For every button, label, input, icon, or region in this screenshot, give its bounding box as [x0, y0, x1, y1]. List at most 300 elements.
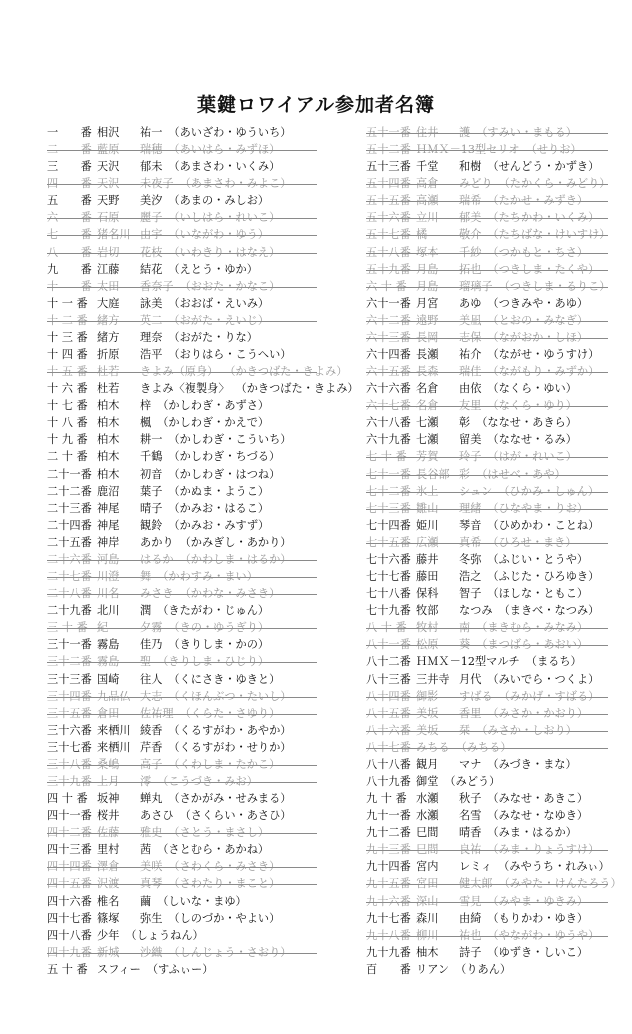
name-reading: （みかげ・すばる）	[498, 689, 600, 703]
name-reading: （さかがみ・せみまる）	[168, 792, 292, 806]
name-reading: （たちかわ・いくみ）	[487, 211, 600, 225]
name-reading: （すふぃー）	[146, 962, 214, 976]
family-name: 塚本	[416, 245, 439, 259]
name-reading: （ながせ・ゆうすけ）	[487, 348, 600, 362]
family-name: 大庭	[97, 296, 120, 310]
entry-number: 二十三番	[47, 501, 92, 515]
name-reading: （まきむら・みなみ）	[476, 621, 589, 635]
name-reading: （あまの・みしお）	[168, 194, 270, 208]
roster-entry	[366, 858, 628, 875]
name-reading: （きりしま・ひじり）	[157, 655, 270, 669]
name-reading: （まきべ・なつみ）	[498, 604, 600, 618]
given-name: 葉子	[140, 484, 163, 498]
family-name: 巳間	[416, 843, 439, 857]
family-name: 長岡	[416, 330, 439, 344]
given-name: 由綺	[459, 911, 482, 925]
roster-entry	[366, 295, 628, 312]
name-reading: （つきしま・るりこ）	[498, 279, 611, 293]
family-name: 来栖川	[97, 723, 131, 737]
roster-entry-eliminated	[47, 875, 337, 892]
given-name: 瑞佳	[459, 365, 482, 379]
name-reading: （ながもり・みずか）	[487, 365, 600, 379]
given-name: 美汐	[140, 194, 163, 208]
entry-number: 八十四番	[366, 689, 411, 703]
name-reading: （みなせ・なゆき）	[487, 809, 589, 823]
name-reading: （みづき・まな）	[487, 757, 577, 771]
roster-entry	[366, 807, 628, 824]
roster-entry-eliminated	[47, 363, 348, 380]
name-reading: （いながわ・ゆう）	[168, 228, 270, 242]
name-reading: （さとむら・あかね）	[157, 843, 270, 857]
entry-number: 六 十 番	[366, 279, 407, 293]
family-name: 月島	[416, 262, 439, 276]
entry-number: 二 番	[47, 143, 92, 157]
entry-number: 三十一番	[47, 638, 92, 652]
roster-entry	[366, 431, 628, 448]
name-reading: （みやうち・れみぃ）	[498, 860, 610, 874]
given-name: 結花	[140, 262, 163, 276]
name-reading: （しょうねん）	[125, 928, 204, 942]
family-name: 佐藤	[97, 826, 120, 840]
entry-number: 五 番	[47, 194, 92, 208]
entry-number: 九 十 番	[366, 792, 407, 806]
roster-entry	[366, 756, 628, 773]
given-name: 由依	[459, 382, 482, 396]
entry-number: 五十七番	[366, 228, 411, 242]
family-name: 少年	[97, 928, 120, 942]
name-reading: （しいな・まゆ）	[157, 894, 247, 908]
family-name: 桑嶋	[97, 757, 120, 771]
entry-number: 四十五番	[47, 877, 92, 891]
given-name: 美咲	[140, 860, 163, 874]
name-reading: （くほんぶつ・たいし）	[168, 689, 292, 703]
entry-number: 二 十 番	[47, 450, 88, 464]
given-name: みどり	[459, 177, 493, 191]
entry-number: 八十三番	[366, 672, 411, 686]
family-name: 水瀬	[416, 792, 439, 806]
name-reading: （かみお・みすず）	[168, 518, 270, 532]
given-name: 夕霧	[140, 621, 163, 635]
entry-number: 四十一番	[47, 809, 92, 823]
roster-entry	[47, 927, 337, 944]
roster-entry-eliminated	[47, 944, 337, 961]
family-name: 緒方	[97, 313, 120, 327]
roster-entry	[47, 807, 337, 824]
family-name: 神尾	[97, 501, 120, 515]
name-reading: （みいでら・つくよ）	[487, 672, 600, 686]
given-name: 佳乃	[140, 638, 163, 652]
name-reading: （しのづか・やよい）	[168, 911, 281, 925]
given-name: 花枝	[140, 245, 163, 259]
given-name: 真希	[459, 535, 482, 549]
given-name: 浩之	[459, 570, 482, 584]
given-name: 護	[459, 126, 471, 139]
roster-entry	[47, 893, 337, 910]
name-reading: （おおば・えいみ）	[168, 296, 270, 310]
entry-number: 九十三番	[366, 843, 411, 857]
roster-entry-eliminated	[366, 278, 628, 295]
entry-number: 十 五 番	[47, 365, 88, 379]
roster-entry-eliminated	[366, 124, 628, 141]
family-name: 長瀬	[416, 348, 439, 362]
roster-entry-eliminated	[47, 209, 337, 226]
name-reading: （とおの・みなぎ）	[487, 313, 589, 327]
given-name: あかり	[140, 535, 174, 549]
given-name: あゆ	[459, 296, 482, 310]
given-name: 茜	[140, 843, 152, 857]
name-reading: （やながわ・ゆうや）	[487, 928, 600, 942]
entry-number: 五 十 番	[47, 962, 88, 976]
name-reading: （ふじた・ひろゆき）	[487, 570, 600, 584]
name-reading: （くにさき・ゆきと）	[168, 672, 281, 686]
given-name: 祐一	[140, 126, 163, 139]
roster-entry-eliminated	[366, 397, 628, 414]
family-name: 牧部	[416, 604, 439, 618]
family-name: 深山	[416, 894, 439, 908]
roster-entry-eliminated	[47, 585, 337, 602]
roster-entry-eliminated	[366, 466, 628, 483]
given-name: 郁美	[459, 211, 482, 225]
family-name: 杜若	[97, 365, 120, 379]
roster-entry	[47, 448, 337, 465]
given-name: 観鈴	[140, 518, 163, 532]
name-reading: （ふじい・とうや）	[487, 552, 589, 566]
roster-entry	[47, 414, 337, 431]
family-name: 折原	[97, 348, 120, 362]
given-name: 智子	[459, 587, 482, 601]
family-name: 名倉	[416, 382, 439, 396]
roster-entry-eliminated	[366, 739, 628, 756]
entry-number: 百 番	[366, 962, 411, 976]
entry-number: 五十六番	[366, 211, 411, 225]
family-name: 七瀬	[416, 416, 439, 430]
entry-number: 十 番	[47, 279, 92, 293]
family-name: 霧島	[97, 638, 120, 652]
entry-number: 八十五番	[366, 706, 411, 720]
name-reading: （くるすがわ・せりか）	[168, 740, 292, 754]
name-reading: （かしわぎ・あずさ）	[157, 399, 270, 413]
roster-entry-eliminated	[366, 209, 628, 226]
given-name: 詩子	[459, 945, 482, 959]
name-reading: （いわきり・はなえ）	[168, 245, 281, 259]
family-name: 巳間	[416, 826, 439, 840]
roster-entry-eliminated	[47, 312, 337, 329]
name-reading: （さとう・まさし）	[168, 826, 270, 840]
given-name: 瑠璃子	[459, 279, 493, 293]
entry-number: 十 六 番	[47, 382, 88, 396]
name-reading: （まつばら・あおい）	[476, 638, 589, 652]
family-name: 倉田	[97, 706, 120, 720]
family-name: 石原	[97, 211, 120, 225]
entry-number: 六十八番	[366, 416, 411, 430]
entry-number: 四十八番	[47, 928, 92, 942]
name-reading: （みま・りょうすけ）	[487, 843, 600, 857]
given-name: レミィ	[459, 860, 493, 874]
name-reading: （おおた・かなこ）	[179, 279, 281, 293]
given-name: 千鶴	[140, 450, 163, 464]
roster-entry-eliminated	[366, 141, 628, 158]
name-reading: （きの・ゆうぎり）	[168, 621, 270, 635]
name-reading: （みちる）	[455, 740, 512, 754]
entry-number: 八 番	[47, 245, 92, 259]
roster-column-left	[47, 124, 359, 978]
roster-entry	[47, 841, 337, 858]
roster-entry-eliminated	[366, 329, 628, 346]
given-name: 梓	[140, 399, 152, 413]
entry-number: 七十三番	[366, 501, 411, 515]
name-reading: （かしわぎ・はつね）	[168, 467, 281, 481]
roster-entry-eliminated	[366, 175, 628, 192]
entry-number: 二十九番	[47, 604, 92, 618]
roster-entry-eliminated	[366, 875, 628, 892]
family-name: 姫川	[416, 518, 439, 532]
entry-number: 一 番	[47, 126, 92, 139]
given-name: 由宇	[140, 228, 163, 242]
family-name: 新城	[97, 945, 120, 959]
family-name: 岩切	[97, 245, 120, 259]
entry-number: 八十九番	[366, 774, 411, 788]
roster-entry	[47, 500, 337, 517]
given-name: 瑞穂	[140, 143, 163, 157]
family-name: 藤井	[416, 552, 439, 566]
family-name: 里村	[97, 843, 120, 857]
family-name: 名倉	[416, 399, 439, 413]
given-name: 友里	[459, 399, 482, 413]
given-name: 初音	[140, 467, 163, 481]
roster-entry	[47, 397, 337, 414]
roster-entry	[47, 722, 337, 739]
given-name: シュン	[459, 484, 493, 498]
family-name: 緒方	[97, 330, 120, 344]
given-name: 蝉丸	[140, 792, 163, 806]
name-reading: （ひなやま・りお）	[487, 501, 589, 515]
name-reading: （さわたり・まこと）	[168, 877, 281, 891]
family-name: 北川	[97, 604, 120, 618]
entry-number: 三 十 番	[47, 621, 88, 635]
family-name: 長森	[416, 365, 439, 379]
given-name: 良祐	[459, 843, 482, 857]
family-name: 宮内	[416, 860, 439, 874]
roster-entry	[47, 124, 337, 141]
family-name: 紀	[97, 621, 109, 635]
name-reading: （かわな・みさき）	[179, 587, 281, 601]
name-reading: （つきみや・あゆ）	[487, 296, 589, 310]
family-name: みちる	[416, 740, 450, 754]
given-name: 佐祐理	[140, 706, 174, 720]
roster-entry-eliminated	[47, 773, 337, 790]
roster-entry-eliminated	[47, 705, 337, 722]
name-reading: （きたがわ・じゅん）	[157, 604, 270, 618]
roster-entry	[47, 483, 337, 500]
given-name: 弥生	[140, 911, 163, 925]
entry-number: 六十五番	[366, 365, 411, 379]
family-name: 柏木	[97, 450, 120, 464]
roster-entry	[366, 910, 628, 927]
given-name: 詠美	[140, 296, 163, 310]
name-reading: （せりお）	[525, 143, 582, 157]
family-name: 柏木	[97, 433, 120, 447]
roster-entry-eliminated	[366, 927, 628, 944]
entry-number: 七十六番	[366, 552, 411, 566]
roster-entry-eliminated	[366, 841, 628, 858]
name-reading: （かわすみ・まい）	[157, 570, 258, 584]
family-name: 椎名	[97, 894, 120, 908]
given-name: きよみ（原身）	[140, 365, 219, 379]
name-reading: （こうづき・みお）	[157, 774, 258, 788]
name-reading: （かしわぎ・ちづる）	[168, 450, 281, 464]
roster-entry	[47, 671, 337, 688]
roster-entry	[47, 910, 337, 927]
roster-entry	[366, 414, 628, 431]
entry-number: 三十六番	[47, 723, 92, 737]
family-name: 月宮	[416, 296, 439, 310]
entry-number: 九十四番	[366, 860, 411, 874]
entry-number: 六十六番	[366, 382, 411, 396]
roster-entry-eliminated	[366, 500, 628, 517]
given-name: 晴子	[140, 501, 163, 515]
name-reading: （さくらい・あさひ）	[179, 809, 292, 823]
name-reading: （きりしま・かの）	[168, 638, 270, 652]
family-name: 雛山	[416, 501, 439, 515]
entry-number: 七十七番	[366, 570, 411, 584]
name-reading: （もりかわ・ゆき）	[487, 911, 589, 925]
roster-entry-eliminated	[366, 619, 628, 636]
entry-number: 二十四番	[47, 518, 92, 532]
roster-entry	[366, 671, 628, 688]
roster-entry	[366, 568, 628, 585]
given-name: 葵	[459, 638, 471, 652]
roster-entry-eliminated	[366, 363, 628, 380]
entry-number: 四十七番	[47, 911, 92, 925]
given-name: 理緒	[459, 501, 482, 515]
given-name: 雪見	[459, 894, 482, 908]
name-reading: （あまさわ・みよこ）	[179, 177, 292, 191]
family-name: ＨＭＸ－13型セリオ	[416, 143, 520, 157]
roster-entry	[366, 585, 628, 602]
family-name: 遠野	[416, 313, 439, 327]
roster-entry	[47, 466, 337, 483]
name-reading: （みさか・しおり）	[476, 723, 577, 737]
name-reading: （くわしま・たかこ）	[168, 757, 281, 771]
entry-number: 八 十 番	[366, 621, 407, 635]
roster-entry-eliminated	[366, 261, 628, 278]
roster-entry	[47, 192, 337, 209]
family-name: 来栖川	[97, 740, 131, 754]
family-name: 柏木	[97, 416, 120, 430]
given-name: 南	[459, 621, 471, 635]
entry-number: 七 番	[47, 228, 92, 242]
family-name: 天沢	[97, 177, 120, 191]
entry-number: 四十三番	[47, 843, 92, 857]
family-name: 柳川	[416, 928, 439, 942]
name-reading: （ひかみ・しゅん）	[498, 484, 600, 498]
roster-entry-eliminated	[47, 244, 337, 261]
family-name: 沢渡	[97, 877, 120, 891]
name-reading: （みどう）	[444, 774, 501, 788]
family-name: 九品仏	[97, 689, 131, 703]
given-name: 真琴	[140, 877, 163, 891]
entry-number: 三十二番	[47, 655, 92, 669]
given-name: 往人	[140, 672, 163, 686]
name-reading: （えとう・ゆか）	[168, 262, 258, 276]
roster-entry	[47, 431, 337, 448]
given-name: きよみ〈複製身〉	[140, 382, 230, 396]
roster-entry	[47, 790, 337, 807]
entry-number: 三 番	[47, 160, 92, 174]
given-name: 浩平	[140, 348, 163, 362]
roster-entry	[47, 636, 337, 653]
roster-entry-eliminated	[47, 688, 337, 705]
family-name: 藤田	[416, 570, 439, 584]
roster-entry	[366, 158, 628, 175]
entry-number: 七 十 番	[366, 450, 407, 464]
family-name: 松原	[416, 638, 439, 652]
given-name: 澪	[140, 774, 152, 788]
family-name: 美坂	[416, 723, 439, 737]
family-name: 杜若	[97, 382, 120, 396]
family-name: 江藤	[97, 262, 120, 276]
roster-entry	[366, 944, 628, 961]
family-name: 川澄	[97, 570, 120, 584]
family-name: 観月	[416, 757, 439, 771]
given-name: 耕一	[140, 433, 163, 447]
roster-entry-eliminated	[366, 244, 628, 261]
entry-number: 五十四番	[366, 177, 411, 191]
family-name: 上月	[97, 774, 120, 788]
roster-entry-eliminated	[47, 619, 337, 636]
given-name: 未夜子	[140, 177, 174, 191]
entry-number: 六十三番	[366, 330, 411, 344]
entry-number: 九十八番	[366, 928, 411, 942]
name-reading: （なくら・ゆり）	[487, 399, 577, 413]
given-name: 舞	[140, 570, 152, 584]
entry-number: 二十六番	[47, 552, 92, 566]
name-reading: （くらた・さゆり）	[179, 706, 281, 720]
entry-number: 三十三番	[47, 672, 92, 686]
family-name: 桜井	[97, 809, 120, 823]
given-name: 拓也	[459, 262, 482, 276]
family-name: 月島	[416, 279, 439, 293]
entry-number: 九 番	[47, 262, 92, 276]
entry-number: 三十九番	[47, 774, 92, 788]
roster-entry-eliminated	[366, 722, 628, 739]
given-name: 祐也	[459, 928, 482, 942]
family-name: 猪名川	[97, 228, 131, 242]
name-reading: （かきつばた・きよみ）	[235, 382, 359, 396]
roster-entry	[47, 961, 337, 978]
name-reading: （あいざわ・ゆういち）	[168, 126, 292, 139]
family-name: 牧村	[416, 621, 439, 635]
given-name: 高子	[140, 757, 163, 771]
roster-column-right	[366, 124, 628, 978]
family-name: 森川	[416, 911, 439, 925]
family-name: 広瀬	[416, 535, 439, 549]
name-reading: （りあん）	[455, 962, 512, 976]
roster-entry-eliminated	[47, 141, 337, 158]
given-name: はるか	[140, 552, 174, 566]
given-name: なつみ	[459, 604, 493, 618]
given-name: 琴音	[459, 518, 482, 532]
family-name: 氷上	[416, 484, 439, 498]
name-reading: （みさか・かおり）	[487, 706, 589, 720]
roster-entry	[366, 517, 628, 534]
entry-number: 五十二番	[366, 143, 411, 157]
family-name: 住井	[416, 126, 439, 139]
name-reading: （ななせ・あきら）	[476, 416, 577, 430]
given-name: 栞	[459, 723, 471, 737]
name-reading: （かきつばた・きよみ）	[224, 365, 348, 379]
roster-entry	[47, 346, 337, 363]
